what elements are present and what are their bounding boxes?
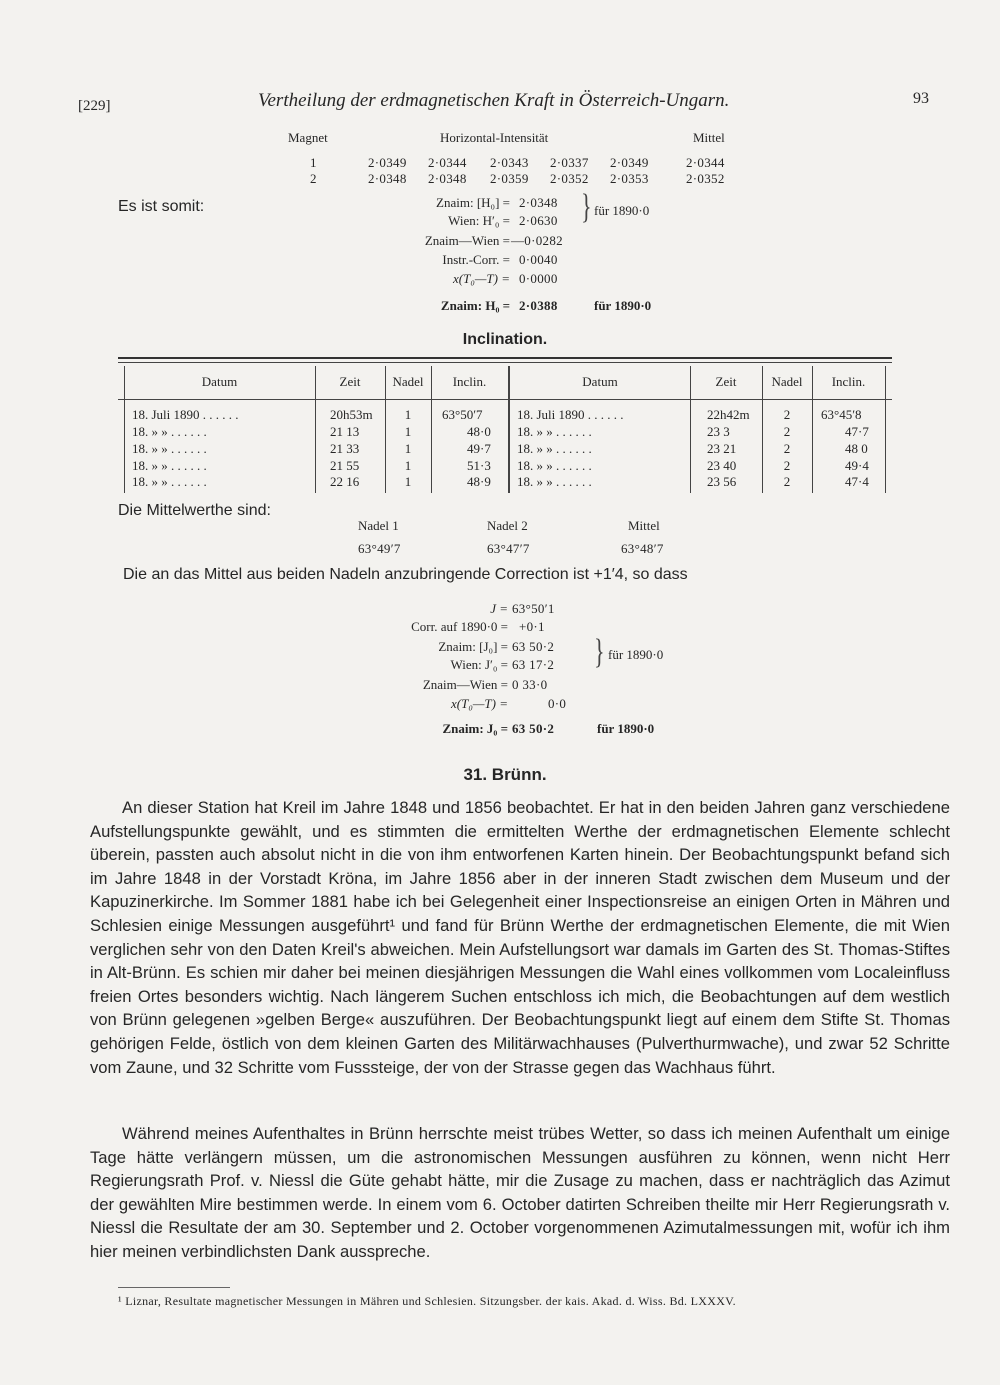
running-title: Vertheilung der erdmagnetischen Kraft in Österreich-Ungarn. [258, 90, 730, 111]
brace-icon: } [594, 631, 605, 672]
table-cell-datum: 18. » » . . . . . . [517, 424, 592, 439]
table-top-rule [118, 357, 892, 359]
page-reference: [229] [78, 98, 111, 114]
correction-sentence: Die an das Mittel aus beiden Nadeln anzubringende Correction ist +1′4, so dass [123, 566, 688, 583]
section-title: 31. Brünn. [463, 765, 547, 784]
header-datum: Datum [582, 374, 618, 389]
equation-value: 2·0630 [519, 213, 558, 228]
brace-note: für 1890·0 [594, 203, 650, 218]
table-cell-inclin: 49·7 [467, 441, 491, 456]
result-suffix: für 1890·0 [597, 721, 655, 736]
header-zeit: Zeit [715, 374, 737, 389]
equation-label: Wien: J′₀ = [450, 657, 508, 672]
table-cell-inclin: 48 0 [845, 441, 868, 456]
table-cell-nadel: 2 [783, 458, 791, 473]
equation-label: Instr.-Corr. = [442, 252, 510, 267]
table-cell-zeit: 22h42m [707, 407, 750, 422]
footnote: ¹ Liznar, Resultate magnetischer Messungen in Mähren und Schlesien. Sitzungsber. der kais. Akad. d. Wiss. Bd. LXXXV. [118, 1294, 736, 1308]
table-cell-nadel: 2 [783, 441, 791, 456]
mittelwerthe-label: Die Mittelwerthe sind: [118, 502, 271, 519]
header-nadel: Nadel [392, 374, 424, 389]
body-paragraph: An dieser Station hat Kreil im Jahre 1848 und 1856 beobachtet. Er hat in den beiden Jahren ganz verschiedene Aufstellungspunkte gewählt, und es stimmten die ermittelten Werthe der erdmagnetischen Elemente schlecht überein, passten auch absolut nicht in die von ihm entworfenen Karten hinein. Der Beobachtungspunkt befand sich im Jahre 1848 in der Vorstadt Kröna, im Jahre 1856 aber in der inneren Stadt zwischen dem Museum und der Kapuzinerkirche. Im Sommer 1881 habe ich bei Gelegenheit einer Inspectionsreise an einigen Orten in Mähren und Schlesien einige Messungen ausgeführt¹ und fand für Brünn Werthe der erdmagnetischen Elemente, die mit Wien verglichen sehr von den Daten Kreil's abweichen. Mein Aufstellungsort war damals im Garten des St. Thomas-Stiftes in Alt-Brünn. Es schien mir daher bei meinen diesjährigen Messungen die Wahl eines vollkommen vom Localeinfluss freien Ortes besonders wichtig. Nach längerem Suchen entschloss ich mich, die Beobachtungen auf dem westlich von Brünn gelegenen »gelben Berge« auszuführen. Der Beobachtungspunkt liegt auf einem dem Stifte St. Thomas gehörigen Felde, östlich von dem kleinen Garten des Militärwachhauses (Pulverthurmwache), und zwar 52 Schritte vom Zaune, und 32 Schritte vom Fusssteige, der von der Strasse gegen das Wachhaus führt. [90, 798, 950, 1077]
result-value: 63 50·2 [512, 721, 555, 736]
equation-value: 63°50′1 [512, 601, 555, 616]
magnet-header: Magnet [288, 130, 328, 145]
somit-label: Es ist somit: [118, 198, 205, 215]
intensity-value: 2·0337 [550, 155, 589, 170]
table-cell-inclin: 48·9 [467, 474, 491, 489]
table-cell-datum: 18. » » . . . . . . [132, 458, 207, 473]
intensity-value: 2·0349 [610, 155, 649, 170]
mittel-header: Mittel [693, 130, 725, 145]
intensity-value: 2·0348 [428, 171, 467, 186]
table-cell-datum: 18. » » . . . . . . [517, 474, 592, 489]
inclination-title: Inclination. [462, 331, 548, 348]
equation-label: Corr. auf 1890·0 = [411, 619, 508, 634]
equation-label: Znaim: [H₀] = [436, 195, 510, 210]
intensity-value: 2·0353 [610, 171, 649, 186]
table-cell-datum: 18. » » . . . . . . [132, 441, 207, 456]
table-cell-datum: 18. » » . . . . . . [132, 474, 207, 489]
equation-value: 63 50·2 [512, 639, 555, 654]
brace-icon: } [581, 186, 592, 227]
table-cell-inclin: 63°45′8 [821, 407, 862, 422]
table-top-rule-thin [118, 362, 892, 363]
table-cell-nadel: 1 [404, 424, 412, 439]
mittel-header: Nadel 2 [487, 518, 528, 533]
table-cell-inclin: 47·4 [845, 474, 869, 489]
table-cell-nadel: 1 [404, 474, 412, 489]
equation-value: 63 17·2 [512, 657, 555, 672]
brace-note: für 1890·0 [608, 647, 664, 662]
equation-label: Znaim: [J₀] = [438, 639, 508, 654]
table-cell-datum: 18. » » . . . . . . [517, 458, 592, 473]
header-inclin: Inclin. [452, 374, 487, 389]
header-inclin: Inclin. [831, 374, 866, 389]
mittel-value: 2·0344 [686, 155, 725, 170]
equation-value: 2·0348 [519, 195, 558, 210]
equation-label: Wien: H′₀ = [448, 213, 510, 228]
intensity-value: 2·0344 [428, 155, 467, 170]
intensity-value: 2·0349 [368, 155, 407, 170]
result-label: Znaim: J₀ = [442, 721, 508, 736]
equation-label: Znaim—Wien = [424, 233, 510, 248]
table-cell-nadel: 2 [783, 474, 791, 489]
table-cell-zeit: 20h53m [330, 407, 373, 422]
table-cell-inclin: 48·0 [467, 424, 491, 439]
header-datum: Datum [201, 374, 238, 389]
result-value: 2·0388 [519, 298, 558, 313]
equation-label: x(T₀—T) = [451, 696, 508, 711]
table-cell-nadel: 1 [404, 407, 412, 422]
table-cell-zeit: 23 21 [707, 441, 737, 456]
mittel-header: Nadel 1 [358, 518, 399, 533]
table-cell-nadel: 2 [783, 407, 791, 422]
table-cell-inclin: 47·7 [845, 424, 869, 439]
equation-value: +0·1 [519, 619, 545, 634]
header-zeit: Zeit [339, 374, 361, 389]
footnote-rule [118, 1287, 230, 1288]
mittel-value: 2·0352 [686, 171, 725, 186]
table-cell-datum: 18. Juli 1890 . . . . . . [132, 407, 239, 422]
table-cell-zeit: 23 3 [707, 424, 730, 439]
mittel-value: 63°48′7 [621, 541, 664, 556]
table-cell-datum: 18. » » . . . . . . [517, 441, 592, 456]
table-cell-nadel: 2 [783, 424, 791, 439]
equation-value: 0·0000 [519, 271, 558, 286]
table-cell-inclin: 51·3 [467, 458, 491, 473]
mittel-value: 63°47′7 [487, 541, 530, 556]
intensity-value: 2·0352 [550, 171, 589, 186]
table-cell-zeit: 21 33 [330, 441, 360, 456]
equation-value: —0·0282 [511, 233, 563, 248]
table-cell-zeit: 23 56 [707, 474, 737, 489]
table-cell-inclin: 49·4 [845, 458, 869, 473]
magnet-id: 1 [310, 155, 317, 170]
table-cell-nadel: 1 [404, 441, 412, 456]
intensity-header: Horizontal-Intensität [440, 130, 549, 145]
result-suffix: für 1890·0 [594, 298, 652, 313]
result-label: Znaim: H₀ = [440, 298, 510, 313]
equation-value: 0·0040 [519, 252, 558, 267]
table-cell-datum: 18. Juli 1890 . . . . . . [517, 407, 624, 422]
table-header-rule [118, 399, 892, 400]
equation-label: J = [490, 601, 508, 616]
intensity-value: 2·0343 [490, 155, 529, 170]
table-cell-zeit: 22 16 [330, 474, 360, 489]
intensity-value: 2·0348 [368, 171, 407, 186]
equation-value: 0·0 [548, 696, 567, 711]
magnet-id: 2 [310, 171, 317, 186]
table-cell-zeit: 23 40 [707, 458, 737, 473]
equation-value: 0 33·0 [512, 677, 548, 692]
equation-label: x(T₀—T) = [453, 271, 510, 286]
table-cell-nadel: 1 [404, 458, 412, 473]
table-cell-inclin: 63°50′7 [442, 407, 483, 422]
table-cell-zeit: 21 55 [330, 458, 360, 473]
mittel-value: 63°49′7 [358, 541, 401, 556]
page-number: 93 [913, 90, 929, 107]
intensity-value: 2·0359 [490, 171, 529, 186]
mittel-header: Mittel [628, 518, 660, 533]
table-cell-zeit: 21 13 [330, 424, 360, 439]
table-cell-datum: 18. » » . . . . . . [132, 424, 207, 439]
header-nadel: Nadel [771, 374, 803, 389]
column-divider [885, 366, 886, 493]
equation-label: Znaim—Wien = [422, 677, 508, 692]
body-paragraph: Während meines Aufenthaltes in Brünn herrschte meist trübes Wetter, so dass ich meinen Aufenthalt um einige Tage hätte verlängern müssen, um die astronomischen Messungen ausführen zu können, wenn nicht Herr Regierungsrath Prof. v. Niessl die Güte gehabt hätte, mir die Zusage zu machen, dass er nachträglich das Azimut der gewählten Mire bestimmen werde. In einem vom 6. October datirten Schreiben theilte mir Herr Regierungsrath v. Niessl die Resultate der am 30. September und 2. October vorgenommenen Azimutalmessungen mit, wofür ich ihm hier meinen verbindlichsten Dank ausspreche. [90, 1124, 950, 1261]
